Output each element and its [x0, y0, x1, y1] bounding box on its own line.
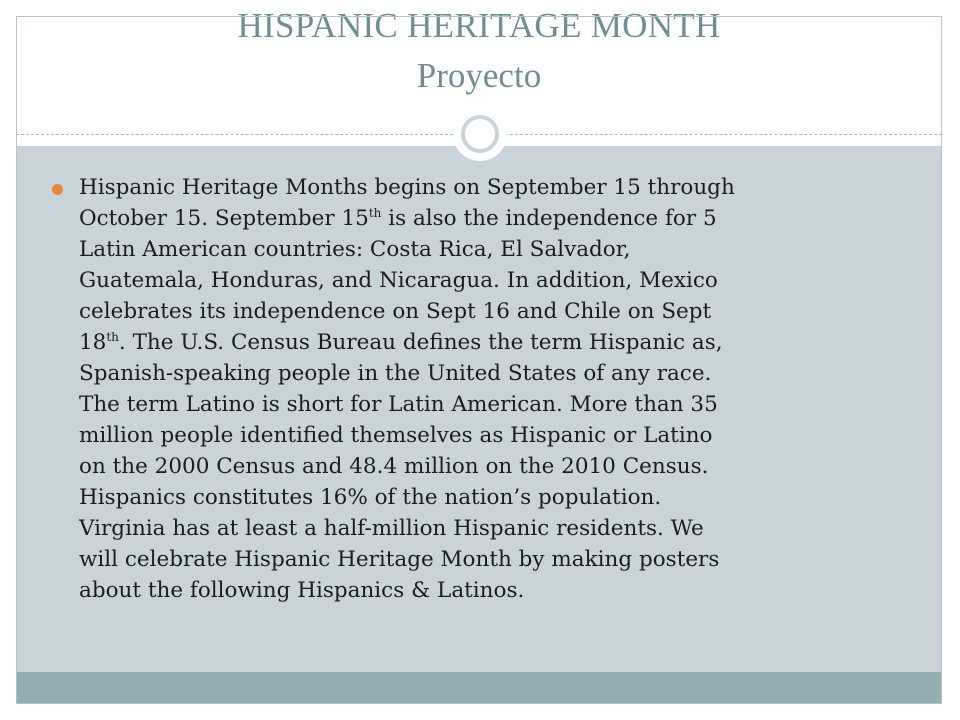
text-segment: 18: [79, 330, 107, 355]
text-line: on the 2000 Census and 48.4 million on the 2010 Census.: [79, 454, 709, 479]
circle-ring-icon: [461, 115, 499, 153]
text-line: celebrates its independence on Sept 16 and Chile on Sept: [79, 299, 712, 324]
superscript: th: [106, 330, 119, 344]
text-line: Latin American countries: Costa Rica, El Salvador,: [79, 237, 631, 262]
text-segment: is also the independence for 5: [381, 206, 717, 231]
text-line: The term Latino is short for Latin American. More than 35: [79, 392, 718, 417]
text-line: million people identified themselves as Hispanic or Latino: [79, 423, 713, 448]
text-line: Virginia has at least a half-million Hispanic residents. We: [79, 516, 704, 541]
text-line: [79, 203, 887, 234]
text-line: Spanish-speaking people in the United States of any race.: [79, 361, 712, 386]
slide-title: HISPANIC HERITAGE MONTH: [237, 6, 721, 45]
text-line: about the following Hispanics & Latinos.: [79, 578, 525, 603]
text-segment: . The U.S. Census Bureau defines the term Hispanic as,: [118, 330, 723, 355]
text-line: [79, 327, 887, 358]
bullet-text: [79, 172, 887, 606]
text-line: Guatemala, Honduras, and Nicaragua. In addition, Mexico: [79, 268, 718, 293]
text-line: will celebrate Hispanic Heritage Month by making posters: [79, 547, 720, 572]
text-segment: October 15. September 15: [79, 206, 369, 231]
text-line: Hispanic Heritage Months begins on September 15 through: [79, 175, 735, 200]
superscript: th: [368, 206, 382, 220]
text-line: Hispanics constitutes 16% of the nation’s population.: [79, 485, 662, 510]
bullet-dot-icon: [52, 184, 63, 195]
slide-subtitle: Proyecto: [416, 56, 542, 95]
bottom-band: [16, 672, 942, 704]
